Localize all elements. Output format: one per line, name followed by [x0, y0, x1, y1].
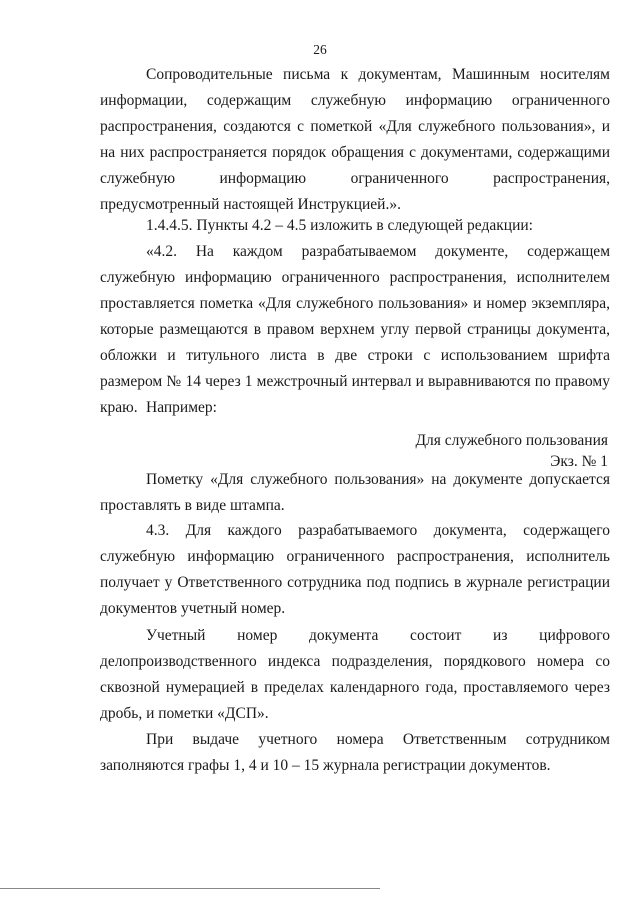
stamp-example	[415, 430, 608, 472]
paragraph-clause-4-3: 4.3. Для каждого разрабатываемого документа, содержащего служебную информацию ограниченного распространения, исполнитель получает у Ответственного сотрудника под подпись в журнале регистрации документов учетный номер.	[100, 522, 610, 617]
paragraph-issuance: При выдаче учетного номера Ответственным сотрудником заполняются графы 1, 4 и 10 – 15 журнала регистрации документов.	[100, 731, 610, 774]
paragraph-clause-4-2: «4.2. На каждом разрабатываемом документе, содержащем служебную информацию ограниченного распространения, исполнителем проставляется пометка «Для служебного пользования» и номер экземпляра, которые размещаются в правом верхнем углу первой страницы документа, обложки и титульного листа в две строки с использованием шрифта размером № 14 через 1 межстрочный интервал и выравниваются по правому краю.	[100, 243, 610, 416]
stamp-example-line-2: Экз. № 1	[550, 453, 608, 470]
paragraph-amendment-heading: 1.4.4.5. Пункты 4.2 – 4.5 изложить в следующей редакции:	[146, 217, 533, 234]
paragraph-example-label: Например:	[146, 399, 217, 416]
paragraph-account-number: Учетный номер документа состоит из цифрового делопроизводственного индекса подразделения, порядкового номера со сквозной нумерацией в пределах календарного года, проставляемого через дробь, и пометки «ДСП».	[100, 627, 610, 722]
bottom-divider	[0, 888, 380, 889]
paragraph-cover-letters: Сопроводительные письма к документам, Машинным носителям информации, содержащим служебную информацию ограниченного распространения, создаются с пометкой «Для служебного пользования», и на них распространяется порядок обращения с документами, содержащими служебную информацию ограниченного распространения, предусмотренный настоящей Инструкцией.».	[100, 66, 610, 213]
stamp-example-line-1: Для служебного пользования	[415, 432, 608, 449]
page-number: 26	[313, 42, 327, 57]
paragraph-stamp-note: Пометку «Для служебного пользования» на документе допускается проставлять в виде штампа.	[100, 471, 610, 514]
